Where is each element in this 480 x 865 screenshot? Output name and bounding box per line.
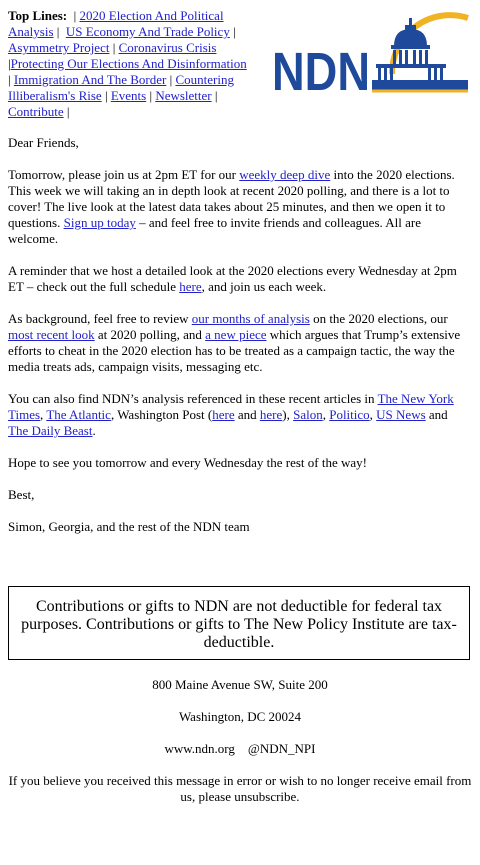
text: which argues that Trump’s extensive efforts to cheat in the 2020 election has to be treated as a campaign tactic, the way the media treats ads, campaign visits, messaging etc. <box>8 327 461 374</box>
nyt-link[interactable]: The New York Times <box>8 391 454 422</box>
sign-off: Best, <box>8 487 35 502</box>
text: , <box>369 407 377 422</box>
months-of-analysis-link[interactable]: our months of analysis <box>191 311 310 326</box>
tax-disclaimer: Contributions or gifts to NDN are not deductible for federal tax purposes. Contributions or gifts to The New Policy Institute are tax-deductible. <box>21 598 457 651</box>
text: You can also find NDN’s analysis referenced in these recent articles in <box>8 391 378 406</box>
text: on the 2020 elections, our <box>309 311 448 326</box>
capitol-dome-icon <box>372 18 468 90</box>
nav-link-events[interactable]: Events <box>110 88 147 103</box>
text: , Washington Post ( <box>110 407 213 422</box>
text: , and join us each week. <box>201 279 327 294</box>
sign-up-link[interactable]: Sign up today <box>63 215 136 230</box>
signature: Simon, Georgia, and the rest of the NDN team <box>8 519 250 534</box>
wapo-here-link-2[interactable]: here <box>259 407 283 422</box>
weekly-deep-dive-link[interactable]: weekly deep dive <box>239 167 331 182</box>
paragraph-press <box>8 391 464 439</box>
text: and <box>425 407 448 422</box>
nav-link-newsletter[interactable]: Newsletter <box>155 88 212 103</box>
atlantic-link[interactable]: The Atlantic <box>46 407 111 422</box>
text: into the 2020 elections. This week we will taking an in depth look at recent 2020 polling, and there is a lot to cover! The live look at the latest data takes about 25 minutes, and then we open it to questions. <box>8 167 455 230</box>
salon-link[interactable]: Salon <box>293 407 323 422</box>
greeting: Dear Friends, <box>8 135 79 150</box>
text: . <box>92 423 96 438</box>
website-text: www.ndn.org <box>164 741 235 756</box>
nav-link-election[interactable]: 2020 Election And Political Analysis <box>8 8 224 39</box>
text: and <box>234 407 260 422</box>
text: A reminder that we host a detailed look at the 2020 elections every Wednesday at 2pm ET – check out the full schedule <box>8 263 457 294</box>
email-container <box>8 0 472 804</box>
text: at 2020 polling, and <box>94 327 206 342</box>
nav-link-asymmetry[interactable]: Asymmetry Project <box>8 40 110 55</box>
nav-link-economy[interactable]: US Economy And Trade Policy <box>65 24 230 39</box>
top-lines-nav: Top Lines: | 2020 Election And Political Analysis | US Economy And Trade Policy | Asymmetry Project | Coronavirus Crisis |Protecting Our Elections And Disinformation | Immigration And The Border | Countering Illiberalism's Rise | Events | Newsletter | Contribute | <box>8 8 247 119</box>
daily-beast-link[interactable]: The Daily Beast <box>8 423 93 438</box>
new-piece-link[interactable]: a new piece <box>205 327 267 342</box>
closing-line: Hope to see you tomorrow and every Wednesday the rest of the way! <box>8 455 367 470</box>
ndn-logo[interactable] <box>272 8 472 94</box>
email-header <box>8 0 464 118</box>
address-line-2: Washington, DC 20024 <box>178 709 302 724</box>
unsubscribe-notice: If you believe you received this message in error or wish to no longer receive email from us, please unsubscribe. <box>8 773 472 804</box>
text: – and feel free to invite friends and colleagues. All are welcome. <box>8 215 422 246</box>
nav-link-contribute[interactable]: Contribute <box>8 104 64 119</box>
us-news-link[interactable]: US News <box>376 407 426 422</box>
logo-text: NDN <box>272 42 370 94</box>
most-recent-look-link[interactable]: most recent look <box>8 327 95 342</box>
email-footer <box>8 677 472 821</box>
nav-link-elections-protect[interactable]: Protecting Our Elections And Disinformation <box>10 56 247 71</box>
contact-line <box>8 741 472 757</box>
schedule-here-link[interactable]: here <box>179 279 202 294</box>
nav-link-coronavirus[interactable]: Coronavirus Crisis <box>118 40 217 55</box>
wapo-here-link-1[interactable]: here <box>212 407 235 422</box>
text: As background, feel free to review <box>8 311 192 326</box>
nav-link-illiberalism[interactable]: Countering Illiberalism's Rise <box>8 72 234 103</box>
text: Tomorrow, please join us at 2pm ET for our <box>8 167 240 182</box>
address-line-1: 800 Maine Avenue SW, Suite 200 <box>152 677 328 692</box>
text: ), <box>282 407 294 422</box>
paragraph-background <box>8 311 464 375</box>
text: , <box>40 407 47 422</box>
email-body <box>8 135 464 551</box>
tax-disclaimer-box <box>8 586 470 660</box>
paragraph-deep-dive <box>8 167 464 247</box>
twitter-handle: @NDN_NPI <box>247 741 316 756</box>
text: , <box>322 407 330 422</box>
paragraph-reminder <box>8 263 464 295</box>
politico-link[interactable]: Politico <box>329 407 370 422</box>
top-lines-label: Top Lines: <box>8 8 68 23</box>
nav-link-immigration[interactable]: Immigration And The Border <box>13 72 167 87</box>
